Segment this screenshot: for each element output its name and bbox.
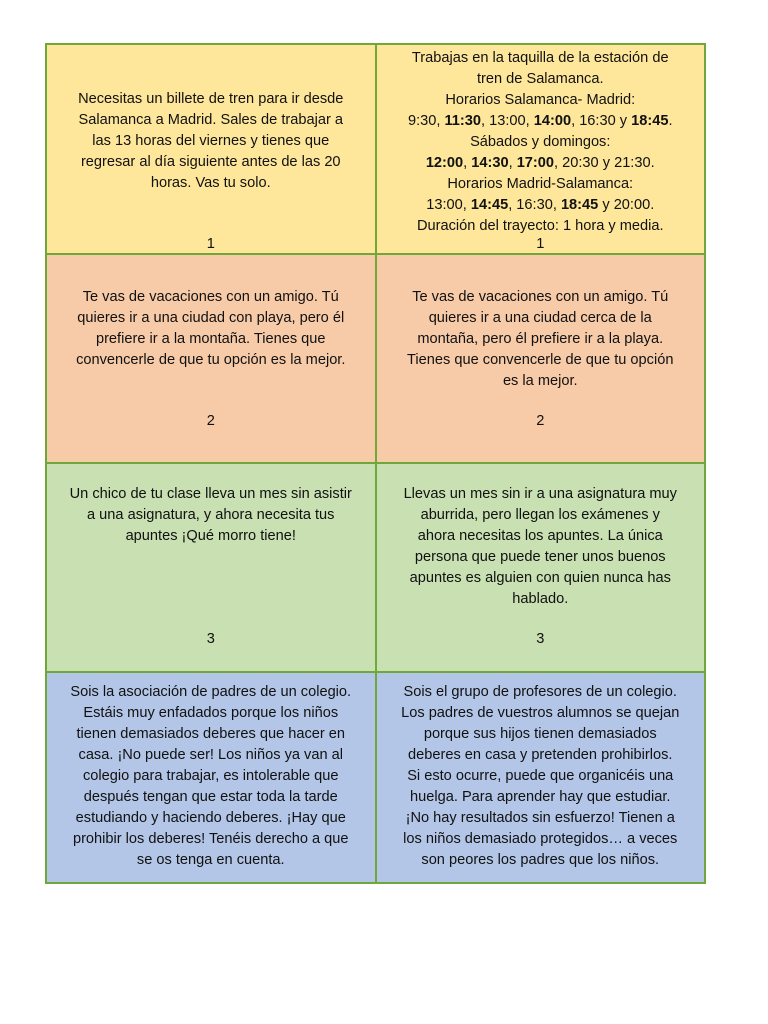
card-line: Si esto ocurre, puede que organicéis una: [407, 768, 674, 784]
card-text: [377, 673, 705, 871]
card-line: deberes en casa y pretenden prohibirlos.: [408, 747, 673, 763]
card-number: 2: [206, 413, 215, 429]
card-1-ticket-clerk: [376, 44, 706, 254]
card-line: Los padres de vuestros alumnos se quejan: [401, 705, 680, 721]
card-line: horas. Vas tu solo.: [150, 175, 271, 191]
card-line: Sois la asociación de padres de un colegio.: [70, 684, 352, 700]
card-2-beach-lover: [46, 254, 376, 463]
card-text: [47, 255, 375, 371]
card-line: son peores los padres que los niños.: [421, 852, 660, 868]
schedule-times: 9:30, 11:30, 13:00, 14:00, 16:30 y 18:45.: [407, 113, 673, 129]
card-line: ¡No hay resultados sin esfuerzo! Tienen a: [405, 810, 675, 826]
card-line: quieres ir a una ciudad cerca de la: [428, 310, 652, 326]
card-line: Sois el grupo de profesores de un colegio.: [403, 684, 677, 700]
card-line: casa. ¡No puede ser! Los niños ya van al: [78, 747, 343, 763]
card-line: tren de Salamanca.: [476, 71, 604, 87]
card-text: [47, 45, 375, 194]
card-text: [377, 255, 705, 392]
card-text: [47, 673, 375, 871]
card-line: persona que puede tener unos buenos: [414, 549, 666, 565]
card-line: Un chico de tu clase lleva un mes sin asistir: [69, 486, 352, 502]
card-line: los niños demasiado protegidos… a veces: [403, 831, 678, 847]
card-line: después tengan que estar toda la tarde: [83, 789, 338, 805]
card-line: Te vas de vacaciones con un amigo. Tú: [412, 289, 669, 305]
card-line: ahora necesitas los apuntes. La única: [417, 528, 663, 544]
card-line: es la mejor.: [502, 373, 578, 389]
card-line: Llevas un mes sin ir a una asignatura muy: [403, 486, 677, 502]
card-number: 1: [536, 236, 545, 252]
card-line: Trabajas en la taquilla de la estación de: [411, 50, 669, 66]
card-number: 2: [536, 413, 545, 429]
trip-duration: Duración del trayecto: 1 hora y media.: [416, 218, 664, 234]
schedule-heading: Sábados y domingos:: [470, 134, 611, 150]
card-line: prefiere ir a la montaña. Tienes que: [95, 331, 326, 347]
card-4-teachers-group: [376, 672, 706, 883]
schedule-times: 13:00, 14:45, 16:30, 18:45 y 20:00.: [426, 197, 655, 213]
card-line: se os tenga en cuenta.: [136, 852, 285, 868]
schedule-times: 12:00, 14:30, 17:00, 20:30 y 21:30.: [425, 155, 655, 171]
card-text: [377, 45, 705, 237]
card-number: 3: [536, 631, 545, 647]
card-line: quieres ir a una ciudad con playa, pero él: [77, 310, 345, 326]
card-text: [47, 464, 375, 547]
role-play-cards-grid: [45, 43, 706, 884]
card-1-train-traveler: [46, 44, 376, 254]
card-number: 3: [206, 631, 215, 647]
schedule-heading: Horarios Madrid-Salamanca:: [447, 176, 634, 192]
card-line: Estáis muy enfadados porque los niños: [83, 705, 339, 721]
card-line: Te vas de vacaciones con un amigo. Tú: [82, 289, 339, 305]
card-line: estudiando y haciendo deberes. ¡Hay que: [75, 810, 346, 826]
card-line: hablado.: [512, 591, 569, 607]
card-line: apuntes es alguien con quien nunca has: [409, 570, 671, 586]
card-line: tienen demasiados deberes que hacer en: [76, 726, 346, 742]
card-line: colegio para trabajar, es intolerable que: [82, 768, 339, 784]
card-line: a una asignatura, y ahora necesita tus: [87, 507, 335, 523]
card-line: Necesitas un billete de tren para ir desde: [78, 91, 344, 107]
card-line: porque sus hijos tienen demasiados: [423, 726, 657, 742]
card-line: montaña, pero él prefiere ir a la playa.: [417, 331, 664, 347]
schedule-heading: Horarios Salamanca- Madrid:: [445, 92, 636, 108]
card-3-absent-student: [376, 463, 706, 672]
card-4-parents-association: [46, 672, 376, 883]
card-text: [377, 464, 705, 610]
card-2-mountain-lover: [376, 254, 706, 463]
card-line: regresar al día siguiente antes de las 20: [80, 154, 341, 170]
card-3-classmate: [46, 463, 376, 672]
card-line: Salamanca a Madrid. Sales de trabajar a: [78, 112, 343, 128]
card-line: prohibir los deberes! Tenéis derecho a que: [72, 831, 349, 847]
card-line: huelga. Para aprender hay que estudiar.: [410, 789, 671, 805]
card-line: las 13 horas del viernes y tienes que: [92, 133, 330, 149]
card-line: convencerle de que tu opción es la mejor.: [76, 352, 346, 368]
card-number: 1: [206, 236, 215, 252]
card-line: Tienes que convencerle de que tu opción: [407, 352, 674, 368]
card-line: aburrida, pero llegan los exámenes y: [420, 507, 660, 523]
card-line: apuntes ¡Qué morro tiene!: [125, 528, 296, 544]
